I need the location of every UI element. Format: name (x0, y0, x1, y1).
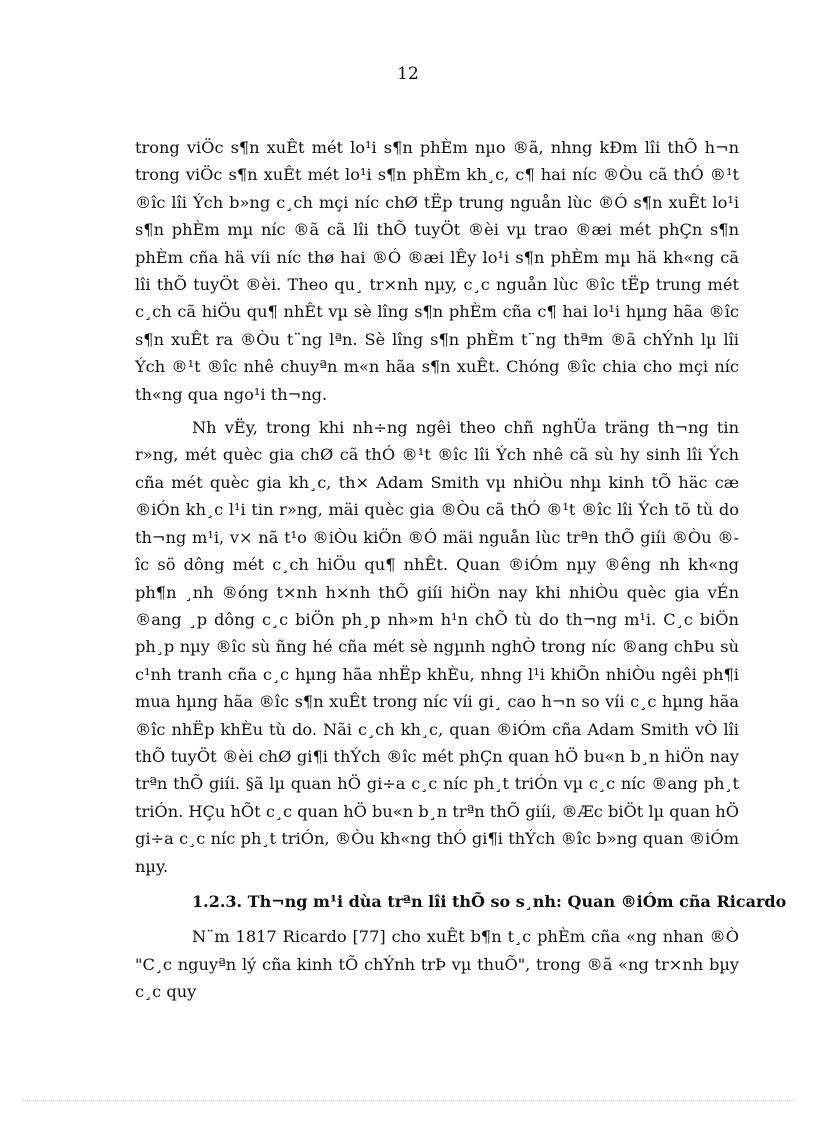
section-heading: 1.2.3. Th¬ng m¹i dùa trªn lîi thÕ so s¸nh: Quan ®iÓm cña Ricardo (192, 891, 787, 911)
paragraph-3: N¨m 1817 Ricardo [77] cho xuÊt b¶n t¸c phÈm cña «ng nhan ®Ò "C¸c nguyªn lý cña kinh tÕ chÝnh trÞ vµ thuÕ", trong ®ã «ng tr×nh bµy c¸c quy (135, 927, 739, 1002)
page-bottom-divider (22, 1100, 796, 1101)
paragraph-1: trong viÖc s¶n xuÊt mét lo¹i s¶n phÈm nµo ®ã, nhng kÐm lîi thÕ h¬n trong viÖc s¶n xuÊt mét lo¹i s¶n phÈm kh¸c, c¶ hai níc ®Òu cã thÓ ®¹t ®îc lîi Ých b»ng c¸ch mçi níc chØ tËp trung nguån lùc ®Ó s¶n xuÊt lo¹i s¶n phÈm mµ níc ®ã cã lîi thÕ tuyÖt ®èi vµ trao ®æi mét phÇn s¶n phÈm cña hä víi níc thø hai ®Ó ®æi lÊy lo¹i s¶n phÈm mµ hä kh«ng cã lîi thÕ tuyÖt ®èi. Theo qu¸ tr×nh nµy, c¸c nguån lùc ®îc tËp trung mét c¸ch cã hiÖu qu¶ nhÊt vµ sè lîng s¶n phÈm cña c¶ hai lo¹i hµng hãa ®îc s¶n xuÊt ra ®Òu t¨ng lªn. Sè lîng s¶n phÈm t¨ng thªm ®ã chÝnh lµ lîi Ých ®¹t ®îc nhê chuyªn m«n hãa s¶n xuÊt. Chóng ®îc chia cho mçi níc th«ng qua ngo¹i th¬ng. (135, 138, 739, 404)
body-text (135, 134, 787, 1012)
page-number: 12 (397, 64, 419, 84)
paragraph-2: Nh vËy, trong khi nh÷ng ngêi theo chñ nghÜa träng th¬ng tin r»ng, mét quèc gia chØ cã thÓ ®¹t ®îc lîi Ých nhê cã sù hy sinh lîi Ých cña mét quèc gia kh¸c, th× Adam Smith vµ nhiÒu nhµ kinh tÕ häc cæ ®iÓn kh¸c l¹i tin r»ng, mäi quèc gia ®Òu cã thÓ ®¹t ®îc lîi Ých tõ tù do th¬ng m¹i, v× nã t¹o ®iÒu kiÖn ®Ó mäi nguån lùc trªn thÕ giíi ®Òu ®îc sö dông mét c¸ch hiÖu qu¶ nhÊt. Quan ®iÓm nµy ®êng nh kh«ng ph¶n ¸nh ®óng t×nh h×nh thÕ giíi hiÖn nay khi nhiÒu quèc gia vÉn ®ang ¸p dông c¸c biÖn ph¸p nh»m h¹n chÕ tù do th¬ng m¹i. C¸c biÖn ph¸p nµy ®îc sù ñng hé cña mét sè ngµnh nghÒ trong níc ®ang chÞu sù c¹nh tranh cña c¸c hµng hãa nhËp khÈu, nhng l¹i khiÕn nhiÒu ngêi ph¶i mua hµng hãa ®îc s¶n xuÊt trong níc víi gi¸ cao h¬n so víi c¸c hµng hãa ®îc nhËp khÈu tù do. Nãi c¸ch kh¸c, quan ®iÓm cña Adam Smith vÒ lîi thÕ tuyÖt ®èi chØ gi¶i thÝch ®îc mét phÇn quan hÖ bu«n b¸n hiÖn nay trªn thÕ giíi. §ã lµ quan hÖ gi÷a c¸c níc ph¸t triÓn vµ c¸c níc ®ang ph¸t triÓn. HÇu hÕt c¸c quan hÖ bu«n b¸n trªn thÕ giíi, ®Æc biÖt lµ quan hÖ gi÷a c¸c níc ph¸t triÓn, ®Òu kh«ng thÓ gi¶i thÝch ®îc b»ng quan ®iÓm nµy. (135, 418, 739, 876)
